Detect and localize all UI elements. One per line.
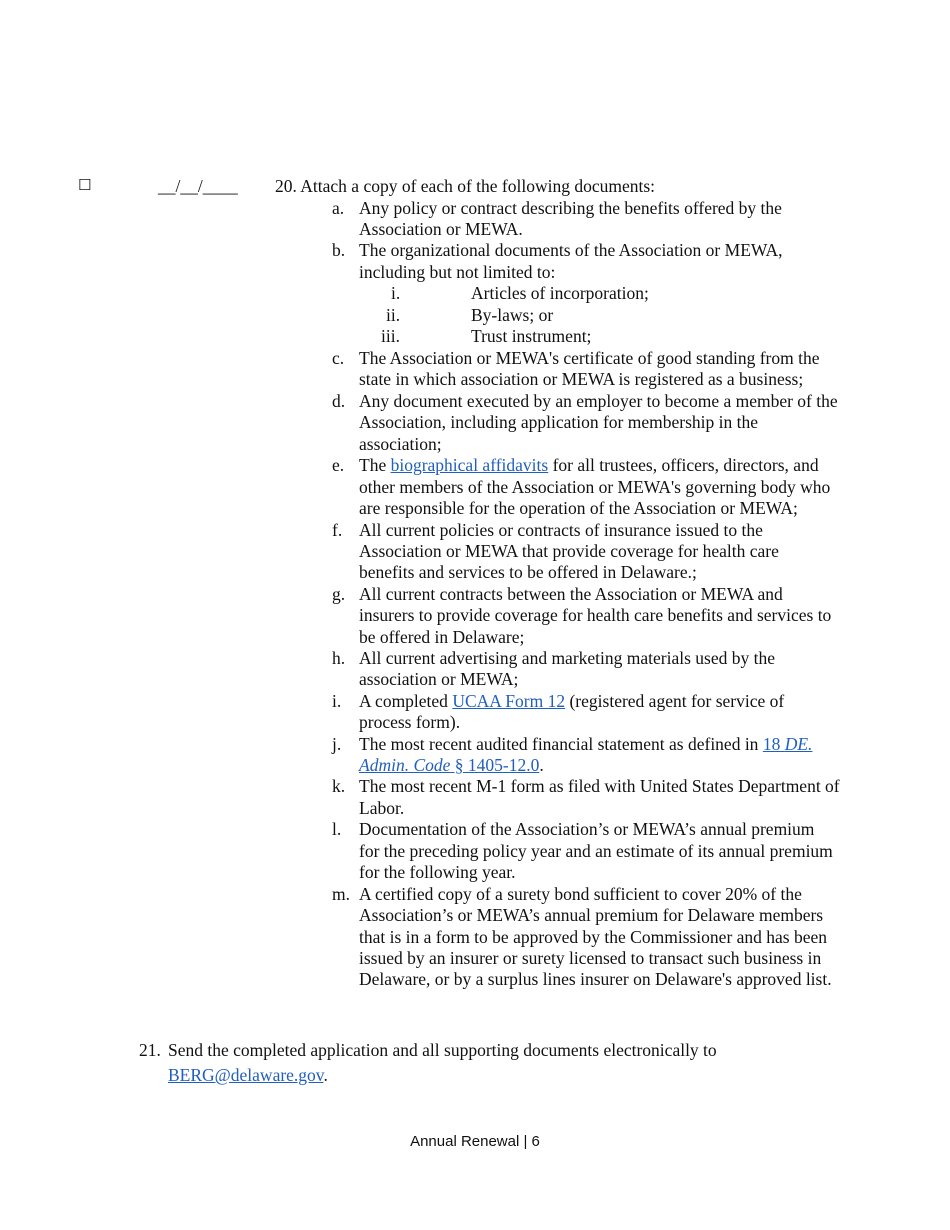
subitem-marker: i. <box>391 283 401 303</box>
q20-title: 20. Attach a copy of each of the following documents: <box>275 176 656 196</box>
item-m-line: issued by an insurer or surety licensed to transact such business in <box>359 948 822 968</box>
item-e-line <box>359 455 819 477</box>
subitem-text: Articles of incorporation; <box>471 283 649 303</box>
item-m-line: A certified copy of a surety bond sufficient to cover 20% of the <box>359 884 802 904</box>
admin-code-link-part: 18 <box>762 734 785 754</box>
admin-code-link-cont[interactable] <box>359 755 539 775</box>
item-marker: k. <box>332 776 346 796</box>
item-j-pre: The most recent audited financial statement as defined in <box>359 734 763 754</box>
biographical-affidavits-link[interactable]: biographical affidavits <box>390 455 549 475</box>
item-marker: j. <box>332 734 342 754</box>
item-marker: f. <box>332 520 343 540</box>
q21-email-line <box>168 1065 328 1087</box>
item-e-line: are responsible for the operation of the Association or MEWA; <box>359 498 798 518</box>
subitem-marker: ii. <box>386 305 401 325</box>
item-marker: m. <box>332 884 350 904</box>
admin-code-italic: Admin. Code <box>359 755 451 775</box>
item-marker: d. <box>332 391 346 411</box>
item-d-line: Any document executed by an employer to become a member of the <box>359 391 838 411</box>
item-m-line: Association’s or MEWA’s annual premium for Delaware members <box>359 905 824 925</box>
item-marker: c. <box>332 348 345 368</box>
item-f-line: benefits and services to be offered in Delaware.; <box>359 562 697 582</box>
q21-post: . <box>323 1065 328 1085</box>
item-a-line: Association or MEWA. <box>359 219 523 239</box>
item-g-line: insurers to provide coverage for health care benefits and services to <box>359 605 832 625</box>
ucaa-form-12-link[interactable]: UCAA Form 12 <box>452 691 566 711</box>
completion-checkbox[interactable]: ☐ <box>78 176 92 194</box>
item-i-line: process form). <box>359 712 461 732</box>
item-c-line: state in which association or MEWA is registered as a business; <box>359 369 804 389</box>
subitem-text: By-laws; or <box>471 305 554 325</box>
item-c-line: The Association or MEWA's certificate of good standing from the <box>359 348 820 368</box>
item-marker: a. <box>332 198 345 218</box>
admin-code-link[interactable] <box>763 734 813 754</box>
item-g-line: be offered in Delaware; <box>359 627 525 647</box>
item-i-line <box>359 691 784 713</box>
item-g-line: All current contracts between the Association or MEWA and <box>359 584 783 604</box>
item-f-line: Association or MEWA that provide coverage for health care <box>359 541 779 561</box>
item-f-line: All current policies or contracts of insurance issued to the <box>359 520 763 540</box>
item-e-pre: The <box>359 455 391 475</box>
item-b-line: including but not limited to: <box>359 262 556 282</box>
item-marker: h. <box>332 648 346 668</box>
item-e-line: other members of the Association or MEWA's governing body who <box>359 477 831 497</box>
item-m-line: Delaware, or by a surplus lines insurer on Delaware's approved list. <box>359 969 832 989</box>
item-e-post: for all trustees, officers, directors, and <box>548 455 819 475</box>
page-footer: Annual Renewal | 6 <box>410 1133 540 1150</box>
date-blank: __/__/____ <box>158 176 238 196</box>
item-l-line: for the following year. <box>359 862 516 882</box>
subitem-text: Trust instrument; <box>471 326 592 346</box>
q21-marker: 21. <box>139 1040 161 1060</box>
item-i-post: (registered agent for service of <box>565 691 785 711</box>
admin-code-link-italic: DE. <box>784 734 813 754</box>
item-a-line: Any policy or contract describing the benefits offered by the <box>359 198 782 218</box>
item-marker: g. <box>332 584 346 604</box>
item-d-line: Association, including application for membership in the <box>359 412 759 432</box>
item-l-line: Documentation of the Association’s or MEWA’s annual premium <box>359 819 815 839</box>
admin-code-section: § 1405-12.0 <box>450 755 540 775</box>
item-marker: e. <box>332 455 345 475</box>
item-m-line: that is in a form to be approved by the Commissioner and has been <box>359 927 828 947</box>
item-h-line: All current advertising and marketing materials used by the <box>359 648 775 668</box>
item-b-line: The organizational documents of the Association or MEWA, <box>359 240 783 260</box>
item-k-line: Labor. <box>359 798 405 818</box>
item-l-line: for the preceding policy year and an estimate of its annual premium <box>359 841 833 861</box>
q21-line: Send the completed application and all supporting documents electronically to <box>168 1040 717 1060</box>
item-marker: b. <box>332 240 346 260</box>
item-k-line: The most recent M-1 form as filed with United States Department of <box>359 776 840 796</box>
item-h-line: association or MEWA; <box>359 669 519 689</box>
item-marker: l. <box>332 819 342 839</box>
item-j-line <box>359 755 544 777</box>
item-d-line: association; <box>359 434 442 454</box>
item-i-pre: A completed <box>359 691 453 711</box>
item-j-post: . <box>539 755 544 775</box>
subitem-marker: iii. <box>381 326 400 346</box>
item-j-line <box>359 734 812 756</box>
item-marker: i. <box>332 691 342 711</box>
berg-email-link[interactable]: BERG@delaware.gov <box>168 1065 324 1085</box>
